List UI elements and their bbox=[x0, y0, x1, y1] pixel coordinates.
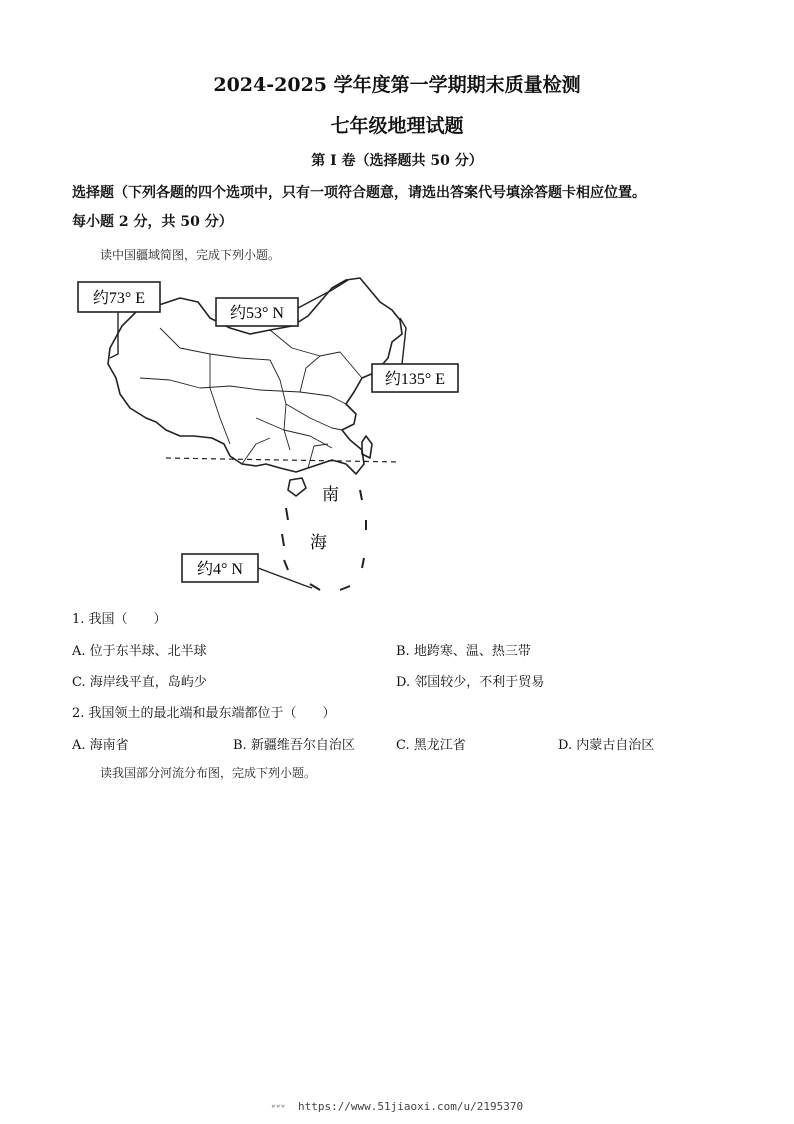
sea-char-1: 南 bbox=[322, 485, 339, 505]
question-2-stem: 2. 我国领土的最北端和最东端都位于（ ） bbox=[72, 706, 336, 721]
label-east-extreme bbox=[372, 318, 458, 392]
hainan-island bbox=[288, 478, 306, 496]
label-south-extreme bbox=[182, 554, 312, 588]
sea-char-2: 海 bbox=[310, 533, 327, 553]
footer-url[interactable]: https://www.51jiaoxi.com/u/2195370 bbox=[297, 1100, 524, 1113]
exam-title: 2024-2025 学年度第一学期期末质量检测 bbox=[213, 74, 581, 96]
question-2-option-d[interactable]: D. 内蒙古自治区 bbox=[558, 738, 655, 753]
section-heading: 第 I 卷（选择题共 50 分） bbox=[311, 153, 483, 169]
question-1-option-c[interactable]: C. 海岸线平直，岛屿少 bbox=[72, 675, 207, 690]
question-2-option-c[interactable]: C. 黑龙江省 bbox=[396, 738, 466, 753]
exam-subtitle: 七年级地理试题 bbox=[330, 115, 464, 137]
question-2-option-a[interactable]: A. 海南省 bbox=[72, 738, 129, 753]
question-1-stem: 1. 我国（ ） bbox=[72, 612, 167, 627]
question-1-option-a[interactable]: A. 位于东半球、北半球 bbox=[72, 644, 207, 659]
label-west-text: 约73° E bbox=[92, 290, 146, 307]
taiwan-island bbox=[362, 436, 372, 458]
china-territory-map bbox=[70, 268, 490, 602]
lead-in-map: 读中国疆域简图，完成下列小题。 bbox=[100, 248, 281, 262]
question-2-option-b[interactable]: B. 新疆维吾尔自治区 bbox=[233, 738, 355, 753]
question-1-option-b[interactable]: B. 地跨寒、温、热三带 bbox=[396, 644, 531, 659]
footer-mark: ᵂᵂᵂ bbox=[270, 1103, 286, 1112]
label-south-text: 约4° N bbox=[197, 561, 243, 578]
label-west-extreme bbox=[78, 282, 160, 358]
tropic-of-cancer-line bbox=[166, 458, 400, 462]
label-north-text: 约53° N bbox=[230, 305, 284, 322]
instructions-line-1: 选择题（下列各题的四个选项中，只有一项符合题意，请选出答案代号填涂答题卡相应位置。 bbox=[72, 185, 646, 201]
instructions-line-2: 每小题 2 分，共 50 分） bbox=[72, 214, 233, 230]
lead-in-rivers: 读我国部分河流分布图，完成下列小题。 bbox=[100, 766, 317, 780]
label-north-extreme bbox=[216, 280, 348, 326]
label-east-text: 约135° E bbox=[384, 371, 446, 388]
page-footer bbox=[0, 1100, 794, 1113]
question-1-option-d[interactable]: D. 邻国较少，不利于贸易 bbox=[396, 675, 545, 690]
